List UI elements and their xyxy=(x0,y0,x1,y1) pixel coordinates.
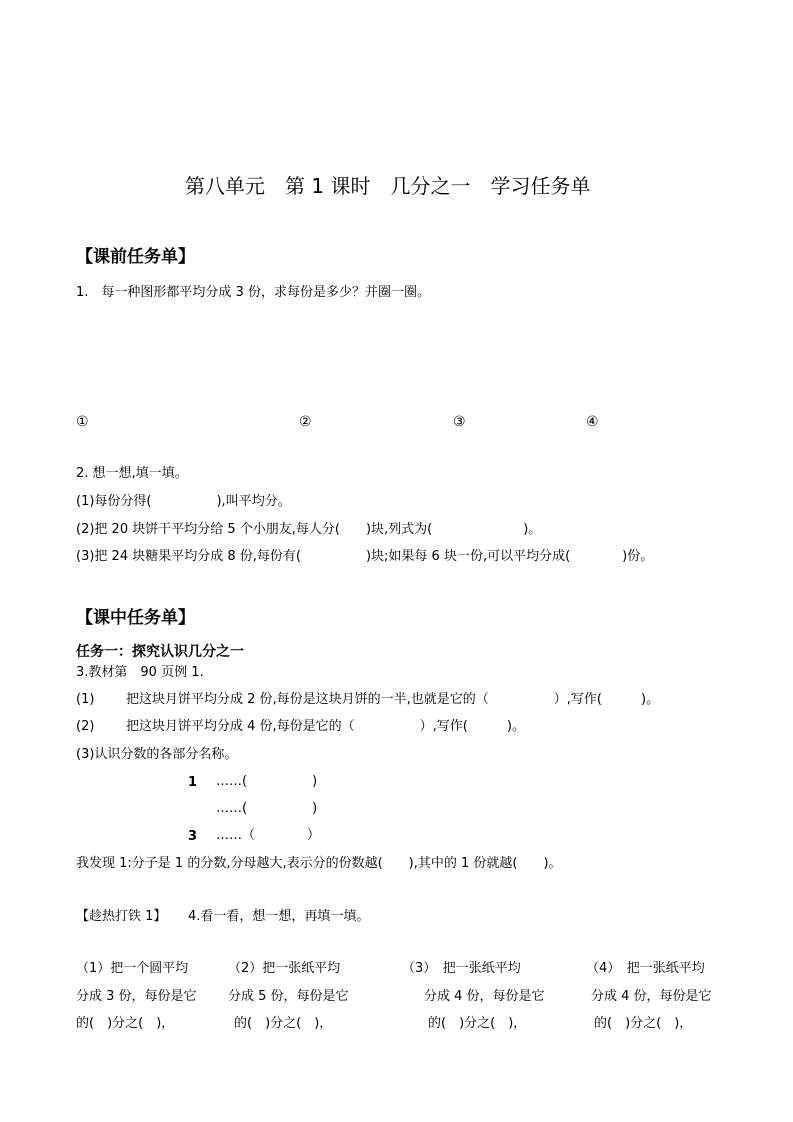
practice-1-line-1: （1）把一个圆平均 xyxy=(76,961,189,976)
fraction-bar-blank: ……( ) xyxy=(216,801,318,816)
practice-4-line-1: （4） 把一张纸平均 xyxy=(586,961,705,976)
practice-2-line-2: 分成 5 份，每份是它 xyxy=(228,989,349,1004)
question-2-item-1: (1)每份分得( ),叫平均分。 xyxy=(76,494,291,509)
question-2-title: 2. 想一想,填一填。 xyxy=(76,466,188,481)
fraction-parts-title: (3)认识分数的各部分名称。 xyxy=(76,747,238,762)
practice-3-line-1: （3） 把一张纸平均 xyxy=(402,961,521,976)
textbook-reference: 3.教材第 90 页例 1. xyxy=(76,665,204,680)
fraction-denominator: 3 xyxy=(188,829,198,844)
practice-1-line-3: 的( )分之( )， xyxy=(76,1016,175,1031)
discovery-text: 我发现 1:分子是 1 的分数,分母越大,表示分的份数越( ),其中的 1 份就越( )。 xyxy=(76,856,562,871)
fraction-numerator: 1 xyxy=(188,775,198,790)
question-1: 1. 每一种图形都平均分成 3 份，求每份是多少？并圈一圈。 xyxy=(76,285,430,300)
practice-label: 【趁热打铁 1】 xyxy=(76,909,167,924)
shape-label-2: ② xyxy=(299,414,312,430)
practice-2-line-1: （2）把一张纸平均 xyxy=(228,961,341,976)
practice-instruction: 4.看一看，想一想，再填一填。 xyxy=(188,909,370,924)
pre-class-heading: 【课前任务单】 xyxy=(76,247,195,267)
practice-4-line-3: 的( )分之( )， xyxy=(594,1016,693,1031)
item-1-text: 把这块月饼平均分成 2 份,每份是这块月饼的一半,也就是它的（ ）,写作( )。 xyxy=(126,692,660,707)
practice-3-line-3: 的( )分之( )， xyxy=(428,1016,527,1031)
page-title: 第八单元 第 1 课时 几分之一 学习任务单 xyxy=(185,174,591,198)
item-1-number: (1) xyxy=(76,692,95,707)
question-2-item-3: (3)把 24 块糖果平均分成 8 份,每份有( )块;如果每 6 块一份,可以平均分成( )份。 xyxy=(76,549,654,564)
shape-label-3: ③ xyxy=(453,414,466,430)
practice-4-line-2: 分成 4 份，每份是它 xyxy=(591,989,712,1004)
in-class-heading: 【课中任务单】 xyxy=(76,608,195,628)
shape-label-1: ① xyxy=(76,414,89,430)
item-2-text: 把这块月饼平均分成 4 份,每份是它的（ ）,写作( )。 xyxy=(126,719,525,734)
practice-3-line-2: 分成 4 份，每份是它 xyxy=(424,989,545,1004)
denominator-blank: ……（ ） xyxy=(216,828,321,843)
shape-label-4: ④ xyxy=(586,414,599,430)
task-1-title: 任务一：探究认识几分之一 xyxy=(76,644,244,660)
numerator-blank: ……( ) xyxy=(216,774,318,789)
question-2-item-2: (2)把 20 块饼干平均分给 5 个小朋友,每人分( )块,列式为( )。 xyxy=(76,522,542,537)
practice-2-line-3: 的( )分之( )， xyxy=(234,1016,333,1031)
practice-1-line-2: 分成 3 份，每份是它 xyxy=(76,989,197,1004)
item-2-number: (2) xyxy=(76,719,95,734)
